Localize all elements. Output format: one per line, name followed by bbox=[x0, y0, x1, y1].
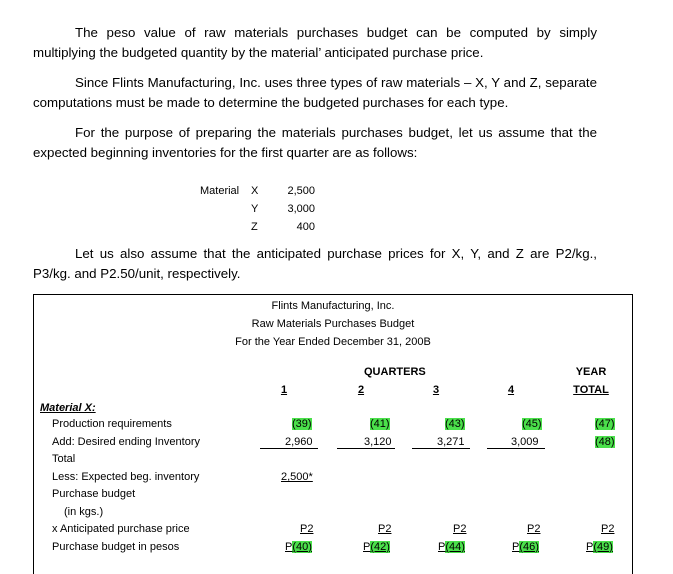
inventory-material-x: X bbox=[251, 185, 259, 197]
inventory-material-z: Z bbox=[251, 221, 258, 233]
year-header: YEAR bbox=[575, 366, 607, 378]
rule-q3 bbox=[412, 448, 470, 449]
pesos-q2: P(42) bbox=[363, 541, 390, 553]
rule-q4 bbox=[487, 448, 545, 449]
budget-period: For the Year Ended December 31, 200B bbox=[235, 336, 431, 348]
pesos-q1: P(40) bbox=[285, 541, 312, 553]
purchases-budget-table bbox=[33, 294, 633, 574]
paragraph-1: The peso value of raw materials purchases budget can be computed by simply multiplying the budgeted quantity by the material’ anticipated purchase price. bbox=[33, 25, 597, 60]
inventory-qty-y: 3,000 bbox=[287, 203, 315, 215]
inventory-label: Material bbox=[200, 185, 240, 197]
production-total: (47) bbox=[595, 418, 615, 430]
paragraph-4: Let us also assume that the anticipated purchase prices for X, Y, and Z are P2/kg., P3/kg. and P2.50/unit, respectively. bbox=[33, 246, 597, 281]
production-q2: (41) bbox=[370, 418, 390, 430]
label-production: Production requirements bbox=[52, 418, 172, 430]
budget-company: Flints Manufacturing, Inc. bbox=[271, 300, 395, 312]
production-q4: (45) bbox=[522, 418, 542, 430]
label-total: Total bbox=[52, 453, 76, 465]
price-q1: P2 bbox=[300, 523, 314, 535]
ending-q3: 3,271 bbox=[437, 436, 465, 448]
label-price: x Anticipated purchase price bbox=[52, 523, 190, 535]
inventory-material-y: Y bbox=[251, 203, 259, 215]
label-pesos: Purchase budget in pesos bbox=[52, 541, 180, 553]
quarters-header: QUARTERS bbox=[364, 366, 426, 378]
budget-title: Raw Materials Purchases Budget bbox=[251, 318, 415, 330]
material-heading: Material X: bbox=[40, 402, 96, 414]
rule-q1 bbox=[260, 448, 318, 449]
price-q4: P2 bbox=[527, 523, 541, 535]
quarter-2-header: 2 bbox=[357, 384, 365, 396]
ending-total: (48) bbox=[595, 436, 615, 448]
inventory-qty-x: 2,500 bbox=[287, 185, 315, 197]
pesos-total: P(49) bbox=[586, 541, 613, 553]
ending-q1: 2,960 bbox=[285, 436, 313, 448]
production-q3: (43) bbox=[445, 418, 465, 430]
rule-q2 bbox=[337, 448, 395, 449]
quarter-3-header: 3 bbox=[432, 384, 440, 396]
label-beginning: Less: Expected beg. inventory bbox=[52, 471, 200, 483]
quarter-1-header: 1 bbox=[280, 384, 288, 396]
pesos-q4: P(46) bbox=[512, 541, 539, 553]
pesos-q3: P(44) bbox=[438, 541, 465, 553]
ending-q4: 3,009 bbox=[511, 436, 539, 448]
production-q1: (39) bbox=[292, 418, 312, 430]
paragraph-2: Since Flints Manufacturing, Inc. uses three types of raw materials – X, Y and Z, separate computations must be made to determine the budgeted purchases for each type. bbox=[33, 75, 597, 110]
beginning-q1: 2,500* bbox=[281, 471, 313, 483]
price-total: P2 bbox=[601, 523, 615, 535]
price-q3: P2 bbox=[453, 523, 467, 535]
total-header: TOTAL bbox=[573, 384, 609, 396]
label-purchase-units: (in kgs.) bbox=[64, 506, 104, 518]
inventory-qty-z: 400 bbox=[296, 221, 315, 233]
ending-q2: 3,120 bbox=[364, 436, 392, 448]
paragraph-3: For the purpose of preparing the materials purchases budget, let us assume that the expected beginning inventories for the first quarter are as follows: bbox=[33, 125, 597, 160]
price-q2: P2 bbox=[378, 523, 392, 535]
label-purchase: Purchase budget bbox=[52, 488, 136, 500]
quarter-4-header: 4 bbox=[507, 384, 515, 396]
label-ending: Add: Desired ending Inventory bbox=[52, 436, 200, 448]
